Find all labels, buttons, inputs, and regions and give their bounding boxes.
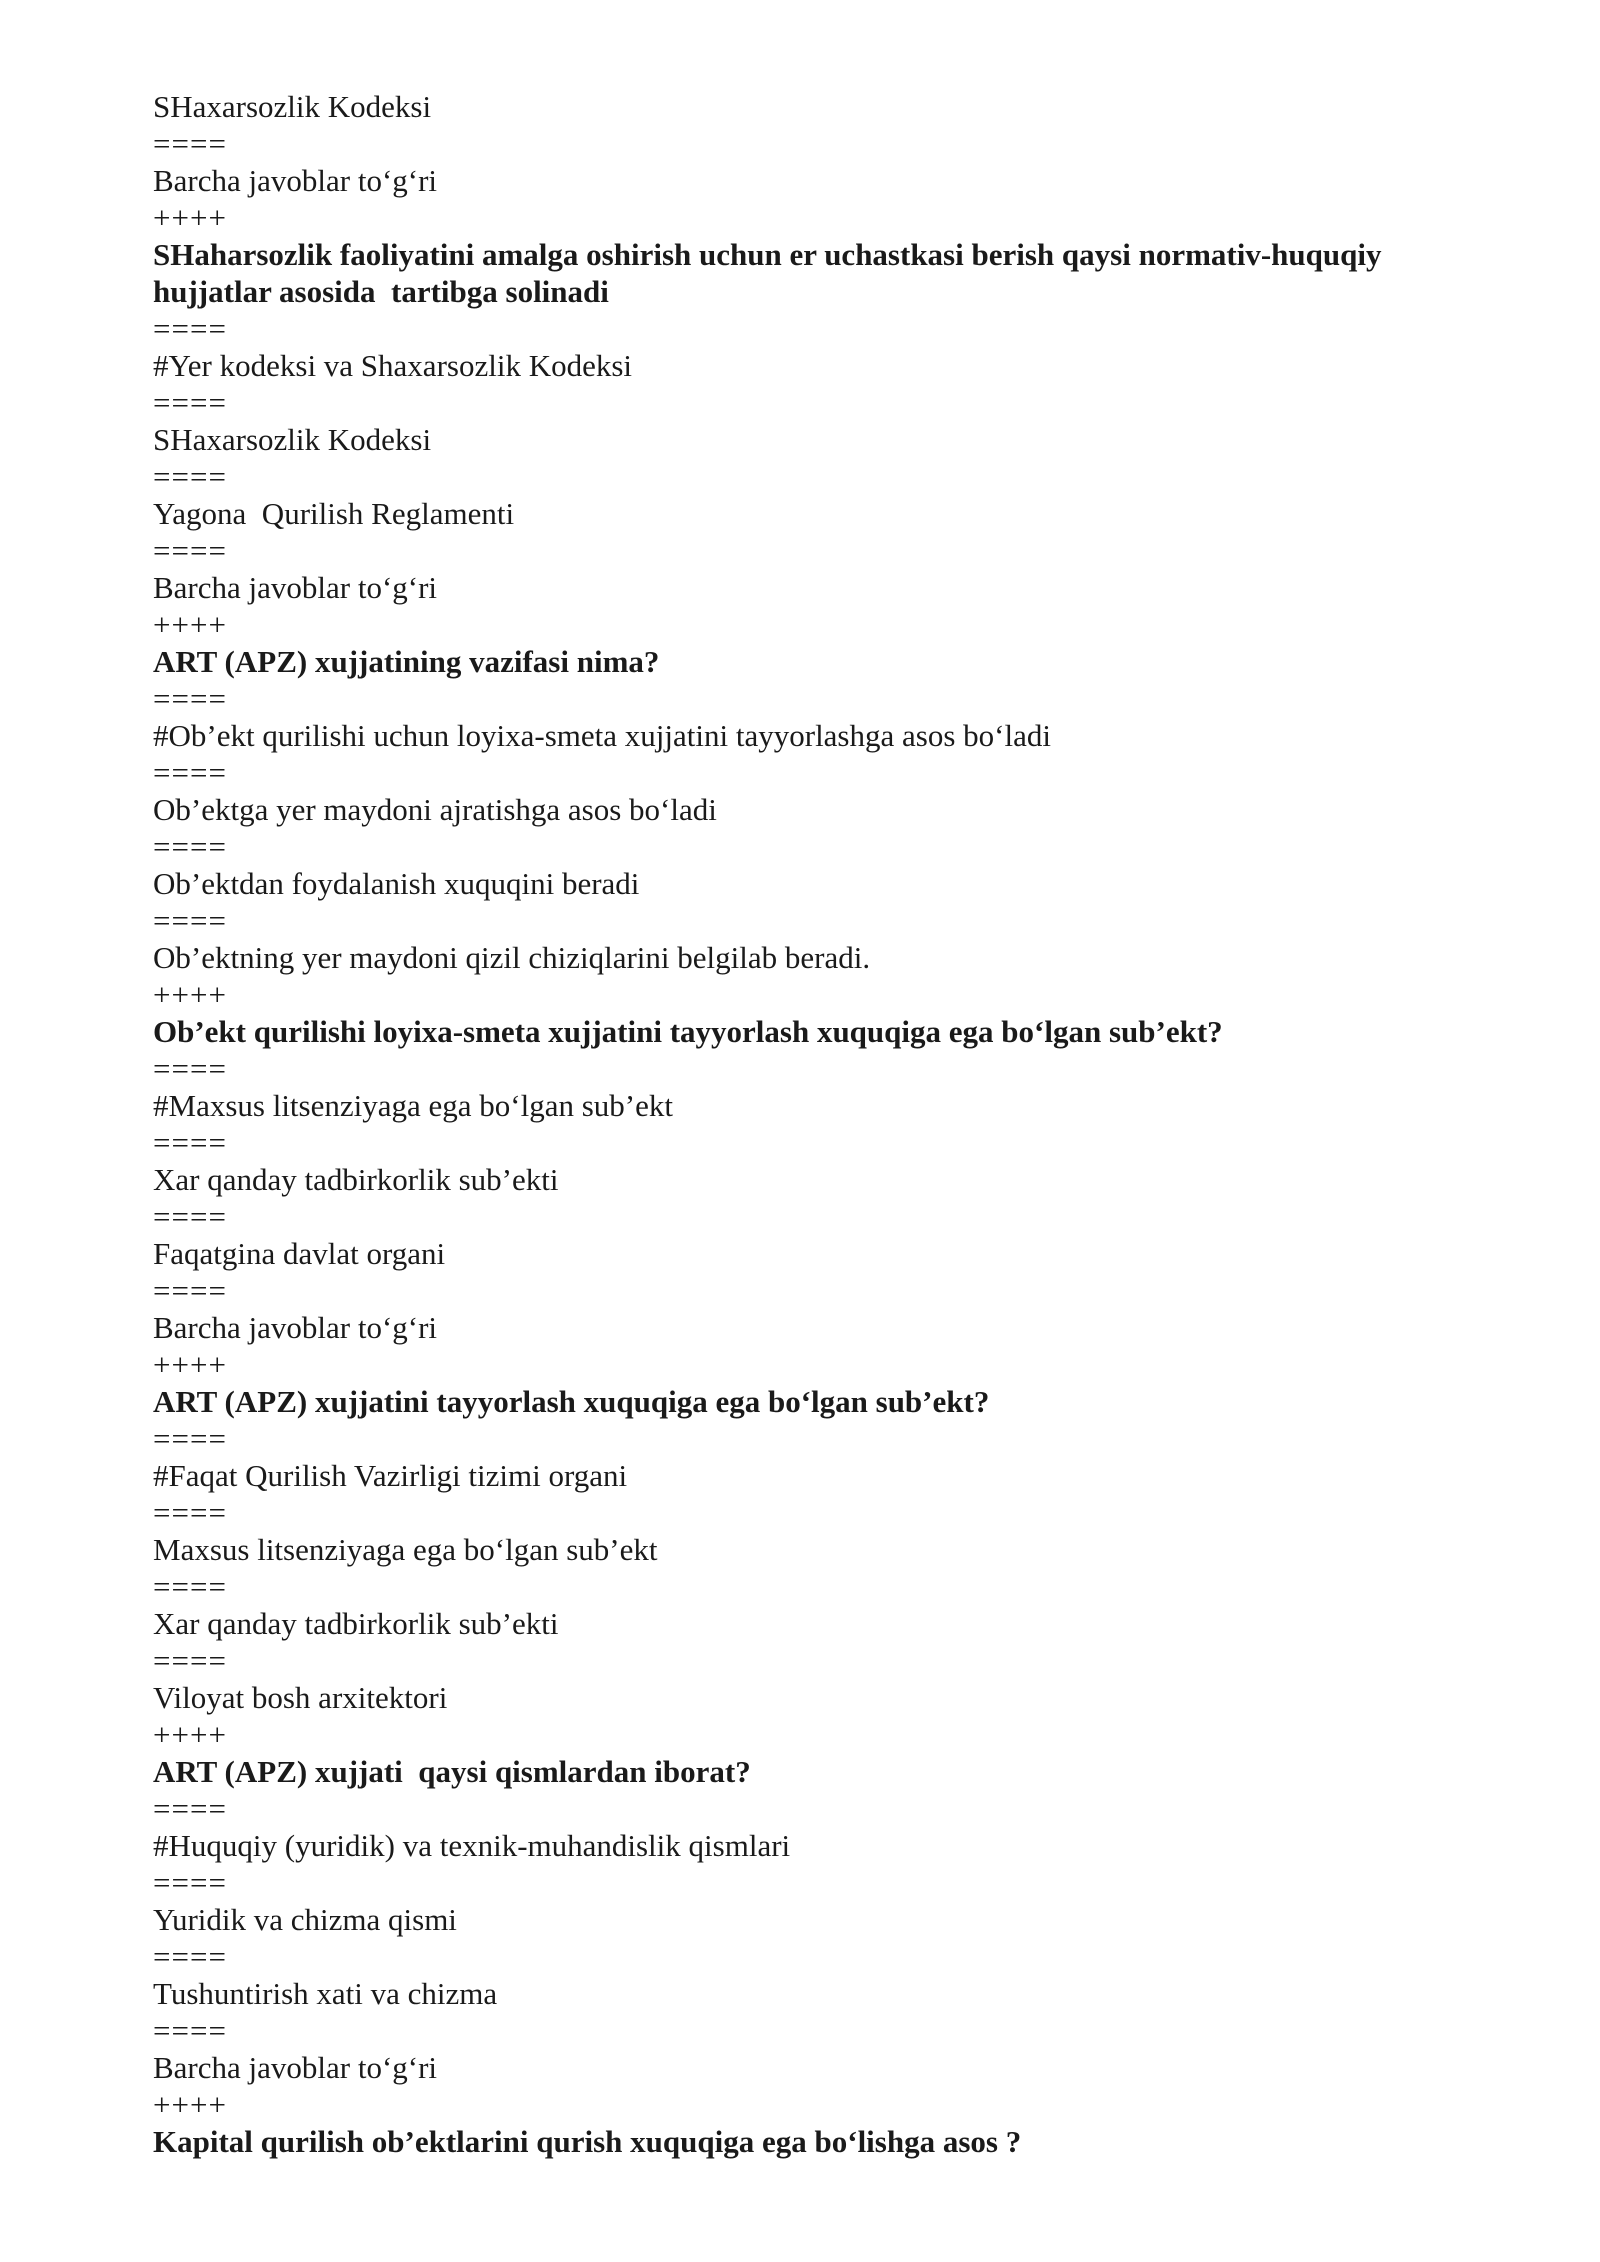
question-separator: ++++ bbox=[153, 607, 227, 642]
question-separator: ++++ bbox=[153, 200, 227, 235]
answer-separator: ==== bbox=[153, 1865, 227, 1900]
answer-option: Ob’ektdan foydalanish xuquqini beradi bbox=[153, 866, 640, 901]
answer-option: Maxsus litsenziyaga ega bo‘lgan sub’ekt bbox=[153, 1532, 658, 1567]
answer-option: Barcha javoblar to‘g‘ri bbox=[153, 570, 438, 605]
answer-option: Viloyat bosh arxitektori bbox=[153, 1680, 448, 1715]
question-text: SHaharsozlik faoliyatini amalga oshirish uchun er uchastkasi berish qaysi normativ-huquqiy hujjatlar asosida tartibga solinadi bbox=[153, 237, 1390, 309]
answer-option: Yuridik va chizma qismi bbox=[153, 1902, 457, 1937]
answer-separator: ==== bbox=[153, 1939, 227, 1974]
question-separator: ++++ bbox=[153, 1347, 227, 1382]
answer-option: Ob’ektga yer maydoni ajratishga asos bo‘ladi bbox=[153, 792, 717, 827]
answer-separator: ==== bbox=[153, 1421, 227, 1456]
answer-separator: ==== bbox=[153, 1273, 227, 1308]
correct-answer-option: #Ob’ekt qurilishi uchun loyixa-smeta xujjatini tayyorlashga asos bo‘ladi bbox=[153, 718, 1051, 753]
document-body bbox=[153, 88, 1453, 2160]
question-text: ART (APZ) xujjatining vazifasi nima? bbox=[153, 644, 660, 679]
question-text: ART (APZ) xujjati qaysi qismlardan iborat? bbox=[153, 1754, 751, 1789]
answer-separator: ==== bbox=[153, 311, 227, 346]
answer-separator: ==== bbox=[153, 385, 227, 420]
answer-separator: ==== bbox=[153, 1125, 227, 1160]
answer-separator: ==== bbox=[153, 2013, 227, 2048]
answer-option: Barcha javoblar to‘g‘ri bbox=[153, 163, 438, 198]
question-separator: ++++ bbox=[153, 2087, 227, 2122]
answer-separator: ==== bbox=[153, 126, 227, 161]
answer-option: Xar qanday tadbirkorlik sub’ekti bbox=[153, 1606, 559, 1641]
answer-separator: ==== bbox=[153, 903, 227, 938]
answer-separator: ==== bbox=[153, 459, 227, 494]
answer-separator: ==== bbox=[153, 1791, 227, 1826]
correct-answer-option: #Faqat Qurilish Vazirligi tizimi organi bbox=[153, 1458, 628, 1493]
question-text: Ob’ekt qurilishi loyixa-smeta xujjatini tayyorlash xuquqiga ega bo‘lgan sub’ekt? bbox=[153, 1014, 1223, 1049]
answer-separator: ==== bbox=[153, 533, 227, 568]
question-separator: ++++ bbox=[153, 1717, 227, 1752]
answer-separator: ==== bbox=[153, 1051, 227, 1086]
answer-separator: ==== bbox=[153, 1199, 227, 1234]
answer-separator: ==== bbox=[153, 1643, 227, 1678]
answer-option: Xar qanday tadbirkorlik sub’ekti bbox=[153, 1162, 559, 1197]
answer-option: Barcha javoblar to‘g‘ri bbox=[153, 1310, 438, 1345]
answer-separator: ==== bbox=[153, 1495, 227, 1530]
question-separator: ++++ bbox=[153, 977, 227, 1012]
answer-separator: ==== bbox=[153, 681, 227, 716]
answer-separator: ==== bbox=[153, 829, 227, 864]
answer-option: Ob’ektning yer maydoni qizil chiziqlarini belgilab beradi. bbox=[153, 940, 871, 975]
correct-answer-option: #Huquqiy (yuridik) va texnik-muhandislik qismlari bbox=[153, 1828, 791, 1863]
answer-option: Yagona Qurilish Reglamenti bbox=[153, 496, 515, 531]
correct-answer-option: #Yer kodeksi va Shaxarsozlik Kodeksi bbox=[153, 348, 633, 383]
answer-separator: ==== bbox=[153, 755, 227, 790]
answer-option: SHaxarsozlik Kodeksi bbox=[153, 422, 432, 457]
answer-separator: ==== bbox=[153, 1569, 227, 1604]
answer-option: Tushuntirish xati va chizma bbox=[153, 1976, 498, 2011]
question-text: Kapital qurilish ob’ektlarini qurish xuquqiga ega bo‘lishga asos ? bbox=[153, 2124, 1022, 2159]
correct-answer-option: #Maxsus litsenziyaga ega bo‘lgan sub’ekt bbox=[153, 1088, 673, 1123]
answer-option: Faqatgina davlat organi bbox=[153, 1236, 446, 1271]
question-text: ART (APZ) xujjatini tayyorlash xuquqiga ega bo‘lgan sub’ekt? bbox=[153, 1384, 990, 1419]
answer-option: SHaxarsozlik Kodeksi bbox=[153, 89, 432, 124]
answer-option: Barcha javoblar to‘g‘ri bbox=[153, 2050, 438, 2085]
